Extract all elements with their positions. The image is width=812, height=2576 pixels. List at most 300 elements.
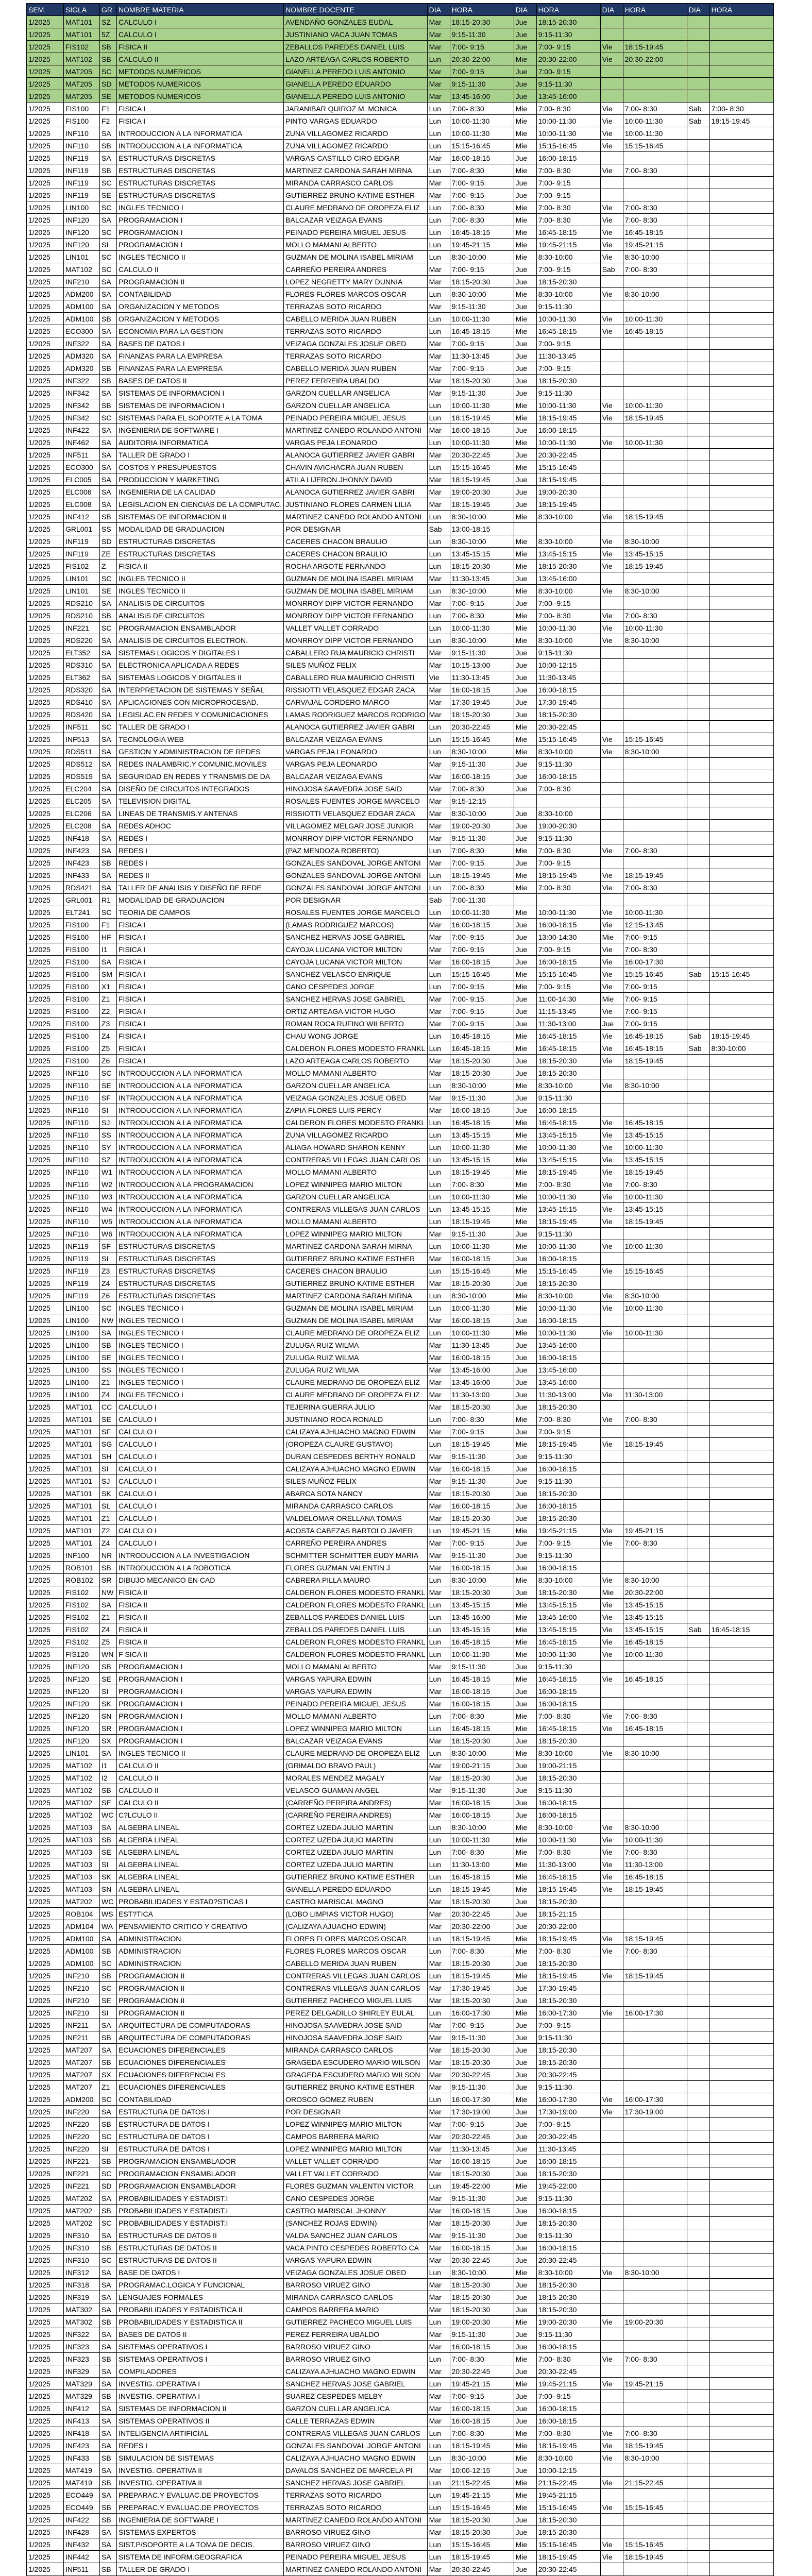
cell-dia-3 bbox=[600, 1364, 623, 1376]
cell-hora-4 bbox=[709, 140, 773, 152]
cell-hora-2: 10:00-11:30 bbox=[536, 1834, 600, 1846]
cell-hora-2: 18:15-19:45 bbox=[536, 1933, 600, 1945]
cell-hora-1: 10:00-11:30 bbox=[450, 313, 514, 325]
cell-hora-3: 16:45-18:15 bbox=[623, 1030, 687, 1042]
cell-sigla: LIN100 bbox=[64, 201, 100, 214]
cell-sigla: MAT103 bbox=[64, 1834, 100, 1846]
cell-dia-2: Jue bbox=[514, 1228, 536, 1240]
cell-docente: CARREÑO PEREIRA ANDRES bbox=[284, 263, 427, 276]
cell-dia-3 bbox=[600, 2341, 623, 2353]
cell-hora-3 bbox=[623, 1698, 687, 1710]
cell-dia-2: Mie bbox=[514, 251, 536, 263]
cell-hora-4 bbox=[709, 461, 773, 473]
cell-sigla: MAT102 bbox=[64, 1772, 100, 1784]
cell-hora-1: 7:00- 8:30 bbox=[450, 164, 514, 177]
cell-dia-2: Mie bbox=[514, 560, 536, 572]
table-row bbox=[27, 1302, 774, 1314]
cell-grupo: SB bbox=[100, 2452, 117, 2464]
cell-hora-4 bbox=[709, 2538, 773, 2551]
cell-materia: SISTEMAS LOGICOS Y DIGITALES I bbox=[117, 647, 284, 659]
cell-sem: 1/2025 bbox=[27, 1648, 64, 1660]
table-row bbox=[27, 2106, 774, 2118]
cell-sigla: INF120 bbox=[64, 1698, 100, 1710]
cell-dia-1: Lun bbox=[427, 226, 450, 239]
cell-hora-1: 20:30-22:45 bbox=[450, 1908, 514, 1920]
cell-dia-2: Mie bbox=[514, 239, 536, 251]
cell-materia: CALCULO I bbox=[117, 1500, 284, 1512]
cell-dia-1: Lun bbox=[427, 461, 450, 473]
cell-materia: ARQUITECTURA DE COMPUTADORAS bbox=[117, 2031, 284, 2044]
cell-hora-2: 18:15-20:30 bbox=[536, 2526, 600, 2538]
cell-dia-3: Vie bbox=[600, 436, 623, 449]
cell-materia: CALCULO I bbox=[117, 1438, 284, 1450]
cell-sem: 1/2025 bbox=[27, 2316, 64, 2328]
table-row bbox=[27, 1092, 774, 1104]
cell-materia: REDES I bbox=[117, 2439, 284, 2452]
cell-hora-3 bbox=[623, 1957, 687, 1970]
cell-dia-2: Jue bbox=[514, 2130, 536, 2143]
cell-dia-1: Mar bbox=[427, 1772, 450, 1784]
cell-sem: 1/2025 bbox=[27, 1203, 64, 1215]
cell-hora-2: 13:00-14:30 bbox=[536, 931, 600, 943]
cell-docente: MOLLO MAMANI ALBERTO bbox=[284, 239, 427, 251]
cell-dia-4 bbox=[687, 2489, 709, 2501]
cell-grupo: SK bbox=[100, 1487, 117, 1500]
cell-dia-2: Jue bbox=[514, 1450, 536, 1463]
cell-docente: HINOJOSA SAAVEDRA JOSE SAID bbox=[284, 2031, 427, 2044]
table-row bbox=[27, 41, 774, 53]
table-row bbox=[27, 1463, 774, 1475]
table-row bbox=[27, 1388, 774, 1401]
table-row bbox=[27, 486, 774, 498]
cell-docente: GRAGEDA ESCUDERO MARIO WILSON bbox=[284, 2069, 427, 2081]
cell-docente: (PAZ MENDOZA ROBERTO) bbox=[284, 844, 427, 857]
cell-sigla: MAT101 bbox=[64, 28, 100, 41]
cell-dia-2: Jue bbox=[514, 1351, 536, 1364]
cell-dia-2: Jue bbox=[514, 1908, 536, 1920]
cell-docente: RISSIOTTI VELASQUEZ EDGAR ZACA bbox=[284, 807, 427, 820]
cell-dia-1: Mar bbox=[427, 387, 450, 399]
cell-hora-1: 11:30-13:00 bbox=[450, 1858, 514, 1871]
cell-grupo: F2 bbox=[100, 115, 117, 127]
cell-hora-2: 11:30-13:45 bbox=[536, 671, 600, 684]
cell-grupo: SB bbox=[100, 2477, 117, 2489]
cell-dia-2: Jue bbox=[514, 1994, 536, 2007]
cell-dia-2: Jue bbox=[514, 1895, 536, 1908]
cell-grupo: I1 bbox=[100, 1759, 117, 1772]
cell-dia-2: Mie bbox=[514, 1970, 536, 1982]
cell-sigla: LIN100 bbox=[64, 1388, 100, 1401]
table-row bbox=[27, 325, 774, 337]
table-row bbox=[27, 2316, 774, 2328]
cell-hora-2: 7:00- 9:15 bbox=[536, 41, 600, 53]
cell-dia-3 bbox=[600, 2044, 623, 2056]
cell-materia: ESTRUCTURAS DISCRETAS bbox=[117, 1240, 284, 1252]
cell-sigla: INF119 bbox=[64, 1290, 100, 1302]
cell-dia-3: Vie bbox=[600, 1005, 623, 1018]
cell-hora-2: 15:15-16:45 bbox=[536, 968, 600, 980]
cell-docente: MARTINEZ CARDONA SARAH MIRNA bbox=[284, 164, 427, 177]
cell-hora-2: 8:30-10:00 bbox=[536, 2452, 600, 2464]
table-row bbox=[27, 1747, 774, 1759]
cell-dia-3 bbox=[600, 1475, 623, 1487]
cell-hora-4 bbox=[709, 1401, 773, 1413]
cell-hora-4 bbox=[709, 53, 773, 65]
cell-dia-4 bbox=[687, 1834, 709, 1846]
cell-hora-1: 7:00- 9:15 bbox=[450, 337, 514, 350]
cell-hora-3 bbox=[623, 362, 687, 375]
cell-materia: REDES I bbox=[117, 844, 284, 857]
cell-hora-3: 10:00-11:30 bbox=[623, 1648, 687, 1660]
cell-grupo: SC bbox=[100, 721, 117, 733]
cell-docente: CLAURE MEDRANO DE OROPEZA ELIZ bbox=[284, 201, 427, 214]
cell-grupo: I1 bbox=[100, 943, 117, 956]
cell-sem: 1/2025 bbox=[27, 1834, 64, 1846]
cell-dia-1: Lun bbox=[427, 869, 450, 882]
cell-dia-2: Jue bbox=[514, 1475, 536, 1487]
cell-grupo: SA bbox=[100, 2044, 117, 2056]
cell-hora-1: 20:30-22:45 bbox=[450, 2254, 514, 2266]
cell-sem: 1/2025 bbox=[27, 473, 64, 486]
cell-materia: CONTABILIDAD bbox=[117, 288, 284, 300]
cell-materia: SISTEMAS OPERATIVOS I bbox=[117, 2341, 284, 2353]
cell-dia-3: Vie bbox=[600, 1933, 623, 1945]
cell-dia-4 bbox=[687, 1364, 709, 1376]
cell-sigla: FIS102 bbox=[64, 1623, 100, 1636]
cell-dia-1: Mar bbox=[427, 708, 450, 721]
cell-materia: PRODUCCION Y MARKETING bbox=[117, 473, 284, 486]
cell-sigla: INF220 bbox=[64, 2143, 100, 2155]
cell-dia-2: Mie bbox=[514, 461, 536, 473]
cell-sem: 1/2025 bbox=[27, 585, 64, 597]
cell-dia-4 bbox=[687, 53, 709, 65]
cell-materia: INGLES TECNICO I bbox=[117, 1388, 284, 1401]
cell-materia: FISICA II bbox=[117, 1599, 284, 1611]
cell-dia-4 bbox=[687, 2378, 709, 2390]
cell-hora-3: 18:15-19:45 bbox=[623, 1166, 687, 1178]
cell-hora-2: 16:00-18:15 bbox=[536, 424, 600, 436]
cell-hora-4 bbox=[709, 511, 773, 523]
cell-dia-3: Vie bbox=[600, 919, 623, 931]
cell-sem: 1/2025 bbox=[27, 2242, 64, 2254]
schedule-table bbox=[26, 3, 774, 2576]
cell-hora-1: 18:15-20:30 bbox=[450, 2303, 514, 2316]
cell-grupo: SA bbox=[100, 2365, 117, 2378]
cell-dia-3: Vie bbox=[600, 1438, 623, 1450]
cell-dia-2: Mie bbox=[514, 844, 536, 857]
cell-hora-4 bbox=[709, 894, 773, 906]
cell-dia-4 bbox=[687, 671, 709, 684]
cell-dia-2: Jue bbox=[514, 2242, 536, 2254]
cell-dia-3: Vie bbox=[600, 1116, 623, 1129]
cell-hora-3: 13:45-15:15 bbox=[623, 1623, 687, 1636]
cell-docente: GIANELLA PEREDO EDUARDO bbox=[284, 1883, 427, 1895]
cell-grupo: SA bbox=[100, 882, 117, 894]
cell-dia-2: Mie bbox=[514, 968, 536, 980]
cell-dia-4 bbox=[687, 634, 709, 647]
cell-dia-3 bbox=[600, 2217, 623, 2229]
table-row bbox=[27, 795, 774, 807]
cell-dia-2: Jue bbox=[514, 1920, 536, 1933]
cell-hora-2: 16:00-18:15 bbox=[536, 1809, 600, 1821]
cell-sigla: INF412 bbox=[64, 511, 100, 523]
cell-hora-4 bbox=[709, 684, 773, 696]
cell-hora-2: 10:00-11:30 bbox=[536, 906, 600, 919]
table-row bbox=[27, 164, 774, 177]
table-row bbox=[27, 1512, 774, 1524]
cell-hora-2: 13:45-15:15 bbox=[536, 1129, 600, 1141]
cell-dia-2: Mie bbox=[514, 201, 536, 214]
cell-hora-3 bbox=[623, 1920, 687, 1933]
cell-dia-3 bbox=[600, 1426, 623, 1438]
cell-dia-3 bbox=[600, 1920, 623, 1933]
cell-docente: PEREZ DELGADILLO SHIRLEY EULAL bbox=[284, 2007, 427, 2019]
table-row bbox=[27, 968, 774, 980]
cell-hora-4 bbox=[709, 609, 773, 622]
cell-dia-3 bbox=[600, 770, 623, 783]
cell-sem: 1/2025 bbox=[27, 2205, 64, 2217]
cell-hora-3: 18:15-19:45 bbox=[623, 1933, 687, 1945]
cell-dia-1: Lun bbox=[427, 239, 450, 251]
cell-sem: 1/2025 bbox=[27, 1735, 64, 1747]
cell-hora-4 bbox=[709, 2242, 773, 2254]
cell-dia-4 bbox=[687, 1339, 709, 1351]
cell-dia-1: Lun bbox=[427, 1191, 450, 1203]
table-row bbox=[27, 1562, 774, 1574]
cell-hora-1: 11:30-13:45 bbox=[450, 1339, 514, 1351]
cell-dia-2: Jue bbox=[514, 2402, 536, 2415]
cell-grupo: SA bbox=[100, 498, 117, 511]
cell-materia: CALCULO I bbox=[117, 1487, 284, 1500]
cell-dia-1: Mar bbox=[427, 1364, 450, 1376]
cell-dia-1: Mar bbox=[427, 1426, 450, 1438]
table-row bbox=[27, 1574, 774, 1586]
cell-docente: CONTRERAS VILLEGAS JUAN CARLOS bbox=[284, 1154, 427, 1166]
table-row bbox=[27, 313, 774, 325]
cell-docente: GUZMAN DE MOLINA ISABEL MIRIAM bbox=[284, 1302, 427, 1314]
cell-dia-3: Vie bbox=[600, 2093, 623, 2106]
cell-docente: GONZALES SANDOVAL JORGE ANTONI bbox=[284, 882, 427, 894]
cell-grupo: SB bbox=[100, 53, 117, 65]
cell-dia-3: Vie bbox=[600, 239, 623, 251]
cell-dia-4 bbox=[687, 844, 709, 857]
cell-sigla: ELC206 bbox=[64, 807, 100, 820]
cell-hora-4 bbox=[709, 1846, 773, 1858]
cell-sigla: FIS102 bbox=[64, 1611, 100, 1623]
cell-hora-3: 7:00- 8:30 bbox=[623, 1413, 687, 1426]
cell-hora-2: 16:00-18:15 bbox=[536, 1685, 600, 1698]
cell-hora-4: 8:30-10:00 bbox=[709, 1042, 773, 1055]
cell-sem: 1/2025 bbox=[27, 65, 64, 78]
cell-dia-4 bbox=[687, 28, 709, 41]
cell-hora-2: 9:15-11:30 bbox=[536, 758, 600, 770]
cell-hora-3 bbox=[623, 857, 687, 869]
cell-dia-4 bbox=[687, 251, 709, 263]
cell-dia-3 bbox=[600, 486, 623, 498]
cell-sem: 1/2025 bbox=[27, 2019, 64, 2031]
cell-dia-1: Lun bbox=[427, 140, 450, 152]
cell-dia-4 bbox=[687, 659, 709, 671]
cell-hora-2: 7:00- 8:30 bbox=[536, 2353, 600, 2365]
cell-dia-4 bbox=[687, 783, 709, 795]
cell-sigla: RDS210 bbox=[64, 609, 100, 622]
cell-hora-1: 15:15-16:45 bbox=[450, 461, 514, 473]
cell-hora-4 bbox=[709, 1636, 773, 1648]
cell-hora-1: 18:15-20:30 bbox=[450, 1895, 514, 1908]
cell-hora-3: 15:15-16:45 bbox=[623, 2538, 687, 2551]
cell-sem: 1/2025 bbox=[27, 2056, 64, 2069]
cell-dia-4 bbox=[687, 1611, 709, 1623]
cell-hora-1: 7:00- 9:15 bbox=[450, 41, 514, 53]
cell-dia-4 bbox=[687, 2452, 709, 2464]
cell-hora-2: 17:30-19:00 bbox=[536, 2106, 600, 2118]
cell-hora-2: 18:15-21:15 bbox=[536, 1908, 600, 1920]
cell-grupo: SI bbox=[100, 1463, 117, 1475]
cell-hora-3: 7:00- 8:30 bbox=[623, 1178, 687, 1191]
cell-materia: PROGRAMACION I bbox=[117, 1673, 284, 1685]
cell-materia: FISICA II bbox=[117, 560, 284, 572]
cell-hora-2: 16:00-17:30 bbox=[536, 2093, 600, 2106]
cell-grupo: SC bbox=[100, 201, 117, 214]
cell-hora-3: 10:00-11:30 bbox=[623, 1302, 687, 1314]
cell-dia-1: Mar bbox=[427, 2563, 450, 2575]
header-dia-3: DIA bbox=[600, 4, 623, 16]
table-row bbox=[27, 2254, 774, 2266]
table-row bbox=[27, 1500, 774, 1512]
cell-sigla: INF110 bbox=[64, 1154, 100, 1166]
cell-hora-2: 18:15-20:30 bbox=[536, 2303, 600, 2316]
cell-dia-3 bbox=[600, 2402, 623, 2415]
cell-dia-4 bbox=[687, 745, 709, 758]
cell-sem: 1/2025 bbox=[27, 1302, 64, 1314]
cell-dia-2: Jue bbox=[514, 2514, 536, 2526]
cell-hora-3: 10:00-11:30 bbox=[623, 622, 687, 634]
table-row bbox=[27, 2378, 774, 2390]
cell-docente: (GRIMALDO BRAVO PAUL) bbox=[284, 1759, 427, 1772]
table-row bbox=[27, 2056, 774, 2069]
cell-hora-1: 18:15-20:30 bbox=[450, 2044, 514, 2056]
cell-hora-2: 16:00-18:15 bbox=[536, 956, 600, 968]
cell-hora-2: 16:45-18:15 bbox=[536, 1871, 600, 1883]
cell-hora-2: 13:45-16:00 bbox=[536, 90, 600, 103]
cell-hora-4 bbox=[709, 721, 773, 733]
cell-dia-3 bbox=[600, 1895, 623, 1908]
cell-materia: CALCULO II bbox=[117, 1797, 284, 1809]
cell-dia-4 bbox=[687, 2155, 709, 2167]
cell-materia: ESTRUCTURAS DISCRETAS bbox=[117, 1290, 284, 1302]
cell-dia-4 bbox=[687, 1957, 709, 1970]
cell-materia: FISICA II bbox=[117, 1586, 284, 1599]
header-sem: SEM. bbox=[27, 4, 64, 16]
cell-dia-4 bbox=[687, 1772, 709, 1784]
cell-hora-2: 17:30-19:45 bbox=[536, 696, 600, 708]
cell-dia-2: Jue bbox=[514, 820, 536, 832]
cell-materia: PROBABILIDADES Y ESTADIST.I bbox=[117, 2217, 284, 2229]
cell-hora-3 bbox=[623, 1994, 687, 2007]
table-row bbox=[27, 560, 774, 572]
cell-dia-4 bbox=[687, 337, 709, 350]
cell-sem: 1/2025 bbox=[27, 177, 64, 189]
cell-dia-2: Jue bbox=[514, 758, 536, 770]
cell-grupo: F1 bbox=[100, 103, 117, 115]
cell-hora-1: 17:30-19:45 bbox=[450, 696, 514, 708]
cell-hora-1: 18:15-19:45 bbox=[450, 1933, 514, 1945]
cell-grupo: SB bbox=[100, 1339, 117, 1351]
cell-grupo: SB bbox=[100, 2242, 117, 2254]
cell-materia: INTRODUCCION A LA INFORMATICA bbox=[117, 1067, 284, 1079]
table-row bbox=[27, 1660, 774, 1673]
cell-sigla: GRL001 bbox=[64, 523, 100, 535]
cell-dia-1: Lun bbox=[427, 1154, 450, 1166]
cell-sem: 1/2025 bbox=[27, 436, 64, 449]
cell-sem: 1/2025 bbox=[27, 1797, 64, 1809]
cell-hora-3: 13:45-15:15 bbox=[623, 548, 687, 560]
cell-hora-1: 8:30-10:00 bbox=[450, 511, 514, 523]
cell-sem: 1/2025 bbox=[27, 1166, 64, 1178]
cell-hora-2: 20:30-22:45 bbox=[536, 2254, 600, 2266]
cell-dia-1: Lun bbox=[427, 634, 450, 647]
cell-materia: INTRODUCCION A LA INFORMATICA bbox=[117, 1092, 284, 1104]
table-row bbox=[27, 1895, 774, 1908]
cell-materia: REDES I bbox=[117, 857, 284, 869]
table-row bbox=[27, 2452, 774, 2464]
cell-sem: 1/2025 bbox=[27, 2415, 64, 2427]
cell-materia: ESTRUCTURAS DISCRETAS bbox=[117, 535, 284, 548]
cell-hora-4 bbox=[709, 2081, 773, 2093]
cell-materia: CALCULO I bbox=[117, 1463, 284, 1475]
cell-dia-1: Mar bbox=[427, 931, 450, 943]
cell-dia-2: Mie bbox=[514, 1747, 536, 1759]
cell-sem: 1/2025 bbox=[27, 1228, 64, 1240]
cell-dia-1: Mar bbox=[427, 2254, 450, 2266]
cell-dia-3 bbox=[600, 1463, 623, 1475]
cell-materia: PROGRAMACION I bbox=[117, 1698, 284, 1710]
cell-hora-4 bbox=[709, 1883, 773, 1895]
cell-sigla: ELT362 bbox=[64, 671, 100, 684]
cell-sem: 1/2025 bbox=[27, 424, 64, 436]
table-row bbox=[27, 1549, 774, 1562]
cell-dia-3: Vie bbox=[600, 1302, 623, 1314]
table-row bbox=[27, 733, 774, 745]
cell-dia-2: Mie bbox=[514, 1611, 536, 1623]
cell-dia-1: Mar bbox=[427, 1277, 450, 1290]
cell-hora-3 bbox=[623, 1228, 687, 1240]
cell-hora-4 bbox=[709, 919, 773, 931]
cell-sigla: MAT202 bbox=[64, 2217, 100, 2229]
cell-dia-3: Vie bbox=[600, 1834, 623, 1846]
table-row bbox=[27, 1178, 774, 1191]
cell-sigla: RDS420 bbox=[64, 708, 100, 721]
cell-dia-1: Lun bbox=[427, 844, 450, 857]
cell-sigla: ELC208 bbox=[64, 820, 100, 832]
cell-hora-4 bbox=[709, 2266, 773, 2279]
cell-hora-2: 7:00- 9:15 bbox=[536, 1426, 600, 1438]
cell-hora-4 bbox=[709, 857, 773, 869]
cell-hora-3 bbox=[623, 387, 687, 399]
cell-dia-2: Jue bbox=[514, 993, 536, 1005]
cell-grupo: SA bbox=[100, 2427, 117, 2439]
cell-hora-3: 12:15-13:45 bbox=[623, 919, 687, 931]
cell-hora-4 bbox=[709, 288, 773, 300]
cell-grupo: SB bbox=[100, 511, 117, 523]
cell-dia-4 bbox=[687, 758, 709, 770]
cell-hora-4 bbox=[709, 1562, 773, 1574]
cell-hora-1: 11:30-13:45 bbox=[450, 2143, 514, 2155]
cell-dia-1: Mar bbox=[427, 152, 450, 164]
table-row bbox=[27, 820, 774, 832]
cell-hora-3 bbox=[623, 758, 687, 770]
cell-docente: (CARREÑO PEREIRA ANDRES) bbox=[284, 1809, 427, 1821]
